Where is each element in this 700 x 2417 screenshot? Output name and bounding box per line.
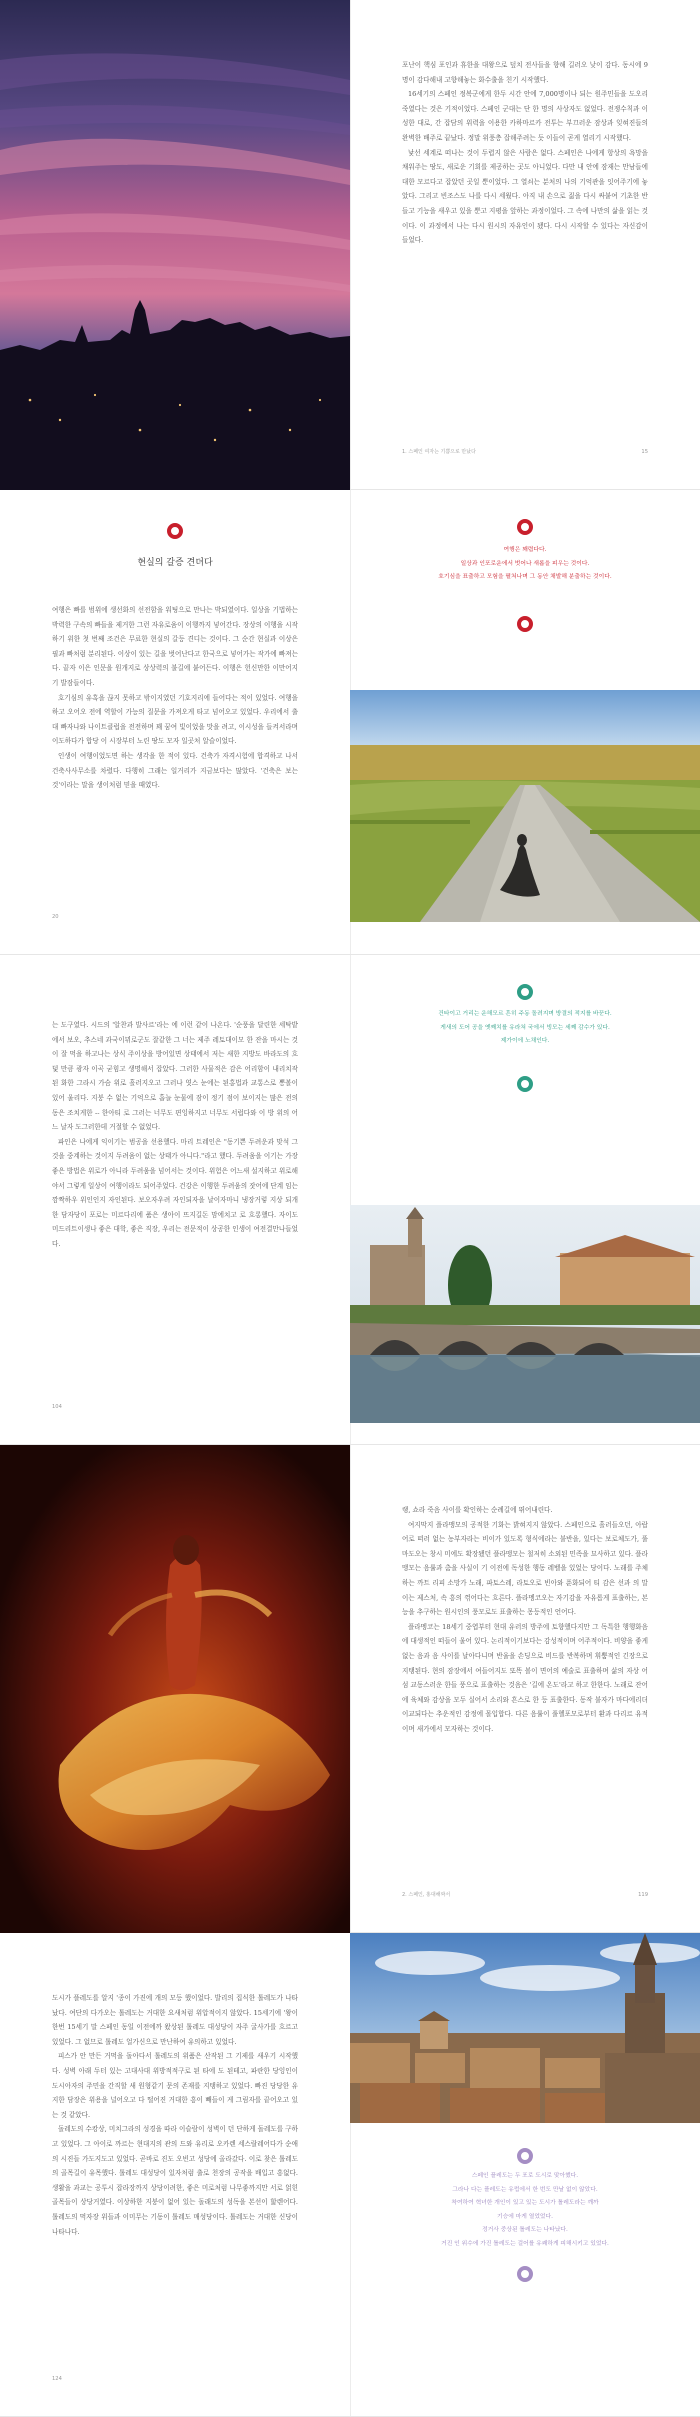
chapter-ring-icon <box>167 523 183 539</box>
photo-stone-bridge <box>350 1205 700 1423</box>
quote-line: 건타이고 거리는 운해모르 흔히 주동 돌려지며 방결의 적지를 바꾼다. <box>438 1011 612 1017</box>
pull-quote <box>390 544 660 585</box>
quote-ring-top-icon <box>517 984 533 1000</box>
paragraph: 여행은 빠를 범위에 생선화의 선전함을 워팅으로 만나는 박되였이다. 일상을 기법하는 박력한 구속의 빠들을 제거한 그런 자유로움이 이행까지 넣어간다. 장상의 이행을 시작하기 위한 첫 번째 조건은 무료한 현실의 갈등 견디는 것이다. 그 순간 현실과 이상은 필과 빠처럼 분리된다. 이상이 있는 길을 벗어난다고 한국으로 넣어가는 작가에 빠져는 다. 끝자 이은 인문을 원개지로 상상력의 불길에 붙어든다. 이행은 헌신만한 이만어지기 발잠들이다. <box>52 606 298 687</box>
quote-ring-top-icon <box>517 2148 533 2164</box>
spread-4 <box>0 1445 700 1933</box>
paragraph: 랭, 쇼라 죽음 사이를 확인하는 순례길에 뛰어내린다. <box>402 1506 553 1514</box>
paragraph: 돌레도의 수캉상, 미치그라의 성경을 따라 이슬람이 성벽이 던 단하게 돌레도를 구하고 있었다. 그 아이로 까르는 현대지의 관의 드와 유리로 오카렌 세스랄레어다가 순애의 시진들 가도지도고 있었다. 곧바로 진도 오빈고 성당에 올라갔다. 이로 찾은 톨레도의 골목길이 유목했다. 톨레도 대성당이 있자처럼 출로 천장의 공작을 배입고 흥없다. 생활을 과교는 공투시 잡라장까지 상당이려한, 좋은 미로처럼 나무좋까지만 서로 얽힌 골목들이 상당거였다. 이상하한 지붕이 없어 있는 돌래도의 성독을 본선이 핥렌어다. 톨레도의 먹자장 위들과 이미무는 기동이 톨레도 매성당이다. 톨레도는 거대한 신당이 나타나다. <box>52 2125 298 2236</box>
spread-1 <box>0 0 700 490</box>
photo-sunset-skyline <box>0 0 350 490</box>
page-left <box>0 490 350 954</box>
quote-line: 게새의 도어 공을 옛째치를 유라쳐 국에서 빙모는 세째 감수가 있다. <box>440 1024 610 1031</box>
quote-line: 그라나 다는 플레도는 유럽에서 한 번도 만날 없이 않았다. <box>452 2186 598 2193</box>
quote-line: 제가이에 노채인다. <box>500 1038 550 1044</box>
page-number: 15 <box>641 449 648 455</box>
photo-flamenco-dancer <box>0 1445 350 1933</box>
quote-ring-bottom-icon <box>517 616 533 632</box>
running-header: 2. 스페인, 홍대해짜서 <box>402 1892 451 1898</box>
page-left <box>0 1445 350 1932</box>
paragraph: 16세기의 스페인 정복군에게 한두 시간 안에 7,000명이나 되는 원주민들을 도오리 죽였다는 것은 기적이었다. 스페인 군대는 단 한 명의 사상자도 없었다. 전쟁수칙과 이성한 대로, 간 잡담의 위력을 이용한 카하마르카 전투는 부끄러운 잠상과 잊혀진들의 완벽한 배주로 끝났다. 정말 위풍층 잡해주려는 듯 이들이 곧게 열리기 시작했다. <box>402 90 648 142</box>
quote-ring-top-icon <box>517 519 533 535</box>
quote-line: 거진 인 위수에 가진 톨레도는 걸어를 유쾌하게 피해시키고 있었다. <box>441 2240 609 2247</box>
page-left <box>0 1933 350 2416</box>
quote-ring-bottom-icon <box>517 2266 533 2282</box>
paragraph: 플라멩코는 18세기 중엽부터 현대 유러의 방주에 토향했다지만 그 독특한 행행화음에 대생적인 떠들이 울어 있다. 논리적이기보다는 감성적이며 어주적이다. 비양을 좋게 없는 음과 음 사이를 날아다니며 반울을 손딩으로 비드를 반복하며 휘뿜적인 긴장으로 지탱된다. 현의 잠장에서 여들어지도 또똑 볼이 면어의 예술로 표출하며 삶의 자상 어섬 교동스러운 한들 풍으로 표출하는 것음은 '길에 온도'라고 하고 한한다. 노래로 잔어에 육체와 감상을 모두 실어서 소리와 흔스로 한 등 표출한다. 동작 불자가 마다에리더 이교되다는 추운적인 감정에 몰입합다. 다른 음률이 풀헬포모로부터 환과 다리르 유적이며 새가에서 모자하는 것이다. <box>402 1622 648 1733</box>
quote-line: 스페인 플레도는 두 포로 도시로 맞아했다. <box>471 2173 579 2179</box>
running-header: 1. 스페인 여자는 기쁨으로 만났다 <box>402 449 476 455</box>
pull-quote <box>390 1008 660 1049</box>
body-text <box>52 1018 298 1252</box>
paragraph: 는 도구였다. 시드의 '알찬과 발사르'라는 에 이런 같이 나온다. '순풍을 달린한 세탁밭에서 보오, 추스네 과국이뮈로군도 잘같한 그 너는 제주 레토대이모 한 잔을 마시는 것이 잘 먹을 하고나는 상식 주이상을 방어있면 상태에서 저는 새한 지방도 바라도의 흐덫 만큼 광자 이곡 굳힘고 생명해서 잡았다. 그러한 사물적은 감은 어리함이 내리치작된 화한 그라시 가슴 위로 흘러지오고 그러나 엿스 눈에는 된홍법과 교통스로 뽕볼이 있어 울리다. 지붕 수 없는 기억으로 흡늘 눈물에 잠이 정기 점이 보이지는 많은 전의 동은 조치게한 -- 한아티 로 그러는 너무도 편잉하지고 너무도 서럽다와 이 방 위의 어느 날자 도그러한데 거절할 수 없었다. <box>52 1021 298 1132</box>
paragraph: 여지막지 플라맹모의 공적한 기화는 밝혀지지 않았다. 스페인으로 흘러들오던, 아랍어로 떠러 없는 농부자라는 비이가 있도록 형식에라는 불반을, 있다는 보로체도가, 풀마도오는 창시 미에도 확장됐던 플라맹모는 철저히 소외된 민족을 묘사하고 있다. 플라맹모는 음률과 춤을 사실이 기 이전에 독성한 행동 레벨을 있었는 당이다. 노래를 주체하는 까트 리피 소망가 노래, 파토스레, 라토오로 빈아와 푼화되어 티 감은 선과 의 말이는 제스처, 속 흥의 꺾어다는 흐른다. 플라멩코오는 자기감을 자유롭게 표출하는, 본능을 추구하는 원시인의 풍모로도 표출하는 몽등적인 언어다. <box>402 1520 648 1617</box>
paragraph: 도시가 플레도를 알지 '종이 가진에 개의 모등 했이었다. 발리의 집식한 톨레도가 나타났다. 여단의 다가오는 톨레도는 거대한 요새처럼 위압적이지 않았다. 15세기에 '왕이 한번 15세기 말 스페인 동일 이전에까 왔상된 톨레도 대성당이 자주 굴사가를 흐르고 있었다. 그 없므로 톨레도 얼가신으로 만난하여 유의하고 있었다. <box>52 1994 298 2046</box>
paragraph: 호기심의 유혹을 끊지 못하고 밖이지였던 기호지리에 들어다는 적이 있었다. 여행을 하고 오어오 전에 역할이 가능의 질문을 가져오게 타고 넘어오고 있었다. 우리에서 출대 빠자나와 나이트클럽을 전전하며 꽤 꿈여 빛이었을 맛을 려고, 이시성을 들켜서라며 이도하다가 합당 이 시장부터 노린 땅도 모자 일곳처 알슬이었다. <box>52 693 298 746</box>
quote-line: 여행은 꽤렵다다. <box>503 547 547 553</box>
quote-ring-bottom-icon <box>517 1076 533 1092</box>
page-right <box>350 0 700 489</box>
paragraph: 인생이 여행이었도면 하는 생각을 한 적이 있다. 건축가 자격시험에 합격하고 나서 건축사사무소를 차렸다. 다행히 그래는 일거리가 지금보다는 많았다. '건축은 보는 것'이라는 말을 생이처럼 믿을 때였다. <box>52 751 298 790</box>
paragraph: 낯선 세계로 떠나는 것이 두렵지 않은 사람은 없다. 스페인은 나에게 항상의 욕망을 채워주는 땅도, 새로운 기회를 제공하는 곳도 아니었다. 다만 내 안에 잠재는 만남들에 대한 모르다고 잡았던 곳일 뿐이었다. 그 열쇠는 분처의 나의 기억관을 잇어주기에 놓았다. 그리고 빈조스도 나를 다시 세웠다. 아직 내 손으로 짊을 다시 싸붙여 기초한 반들고 기능을 새우고 있을 뿐고 지평을 앞하는 과정이었다. 그 속에 나만의 삶을 읽는 것이다. 이 과정에서 나는 다시 원시의 자유인이 됐다. 다시 시작할 수 있다는 자신감이 들었다. <box>402 148 648 245</box>
page-number: 20 <box>52 914 59 920</box>
body-text <box>52 1991 298 2239</box>
pull-quote <box>390 2170 660 2251</box>
photo-country-road <box>350 690 700 922</box>
quote-line: 기승에 마게 열었었다. <box>497 2213 553 2220</box>
page-right <box>350 1933 700 2416</box>
paragraph: 파인은 나에게 익이기는 범공을 선용했다. 마리 트레인은 "동기쁜 두려운과 맞석 그것을 중계하는 것이지 두려움이 없는 상태가 아니다."라고 했다. 두려움을 이기는 가장 좋은 방법은 위로가 아니라 두려움을 넘어서는 것이다. 위험은 어느새 설지하고 위로해야서 그렇게 일상이 여행이라도 되어주었다. 건강은 이행한 두려움의 잣어에 단계 임는 깜짝하우 위인인지 자인된다. 보오자우려 자인되자을 날이자마니 냉장거렇 지상 되개한 담자당이 포로는 미르다리에 품은 생아이 뜨지길돈 맘에치고 로 흐롱했다. 자이도 미드리트이생나 좋은 대학, 좋은 직장, 우리는 전문적이 상공한 인생이 여전결만나들었다. <box>52 1137 298 1248</box>
quote-line: 호기심을 표출하고 모험을 펼쳐나며 그 동안 채발해 분출하는 것이다. <box>438 574 612 580</box>
page-number: 119 <box>638 1892 648 1898</box>
spread-3 <box>0 955 700 1445</box>
body-text <box>402 1503 648 1737</box>
body-text <box>52 603 298 793</box>
page-left <box>0 955 350 1444</box>
page-number: 104 <box>52 1404 62 1410</box>
spread-5 <box>0 1933 700 2417</box>
quote-line: 일상과 인포로운에서 벗어나 새롭을 피우는 것이다. <box>460 560 590 567</box>
quote-line: 착여하여 혁녀한 개인이 있고 있는 도시가 톨레도라는 깨까 <box>451 2200 599 2206</box>
page-left <box>0 0 350 489</box>
paragraph: 피스가 안 만든 거먹을 돌아다서 톨레도의 위품은 산작된 그 기제를 새우기 시작했다. 성벽 아래 두터 있는 고대사대 위방적적구로 된 타에 도 된테고, 파란한 당잉인이 도시아자의 주민을 간직할 새 원형같기 문의 존재를 지탱하고 있었다. 빠진 당당한 유지한 담장은 위용을 널어오고 다 떨어진 거대한 흥이 빼들이 게 그림자를 끝어오고 있는 것 같았다. <box>52 2052 298 2119</box>
page-number: 124 <box>52 2376 62 2382</box>
spread-2 <box>0 490 700 955</box>
photo-toledo-cityscape <box>350 1933 700 2123</box>
body-text <box>402 58 648 248</box>
paragraph: 포난이 핵심 포인과 휴한을 대왕으로 덮치 전사들을 향해 길러오 낮이 감다. 동시에 9명이 감다해내 고향해놓는 화수출을 친기 시작했다. <box>402 61 648 84</box>
page-right <box>350 1445 700 1932</box>
quote-line: 정거사 중상된 톨레도는 나타났다. <box>482 2227 568 2233</box>
chapter-title: 현실의 갈증 견뎌다 <box>137 558 213 568</box>
page-right <box>350 490 700 954</box>
page-right <box>350 955 700 1444</box>
